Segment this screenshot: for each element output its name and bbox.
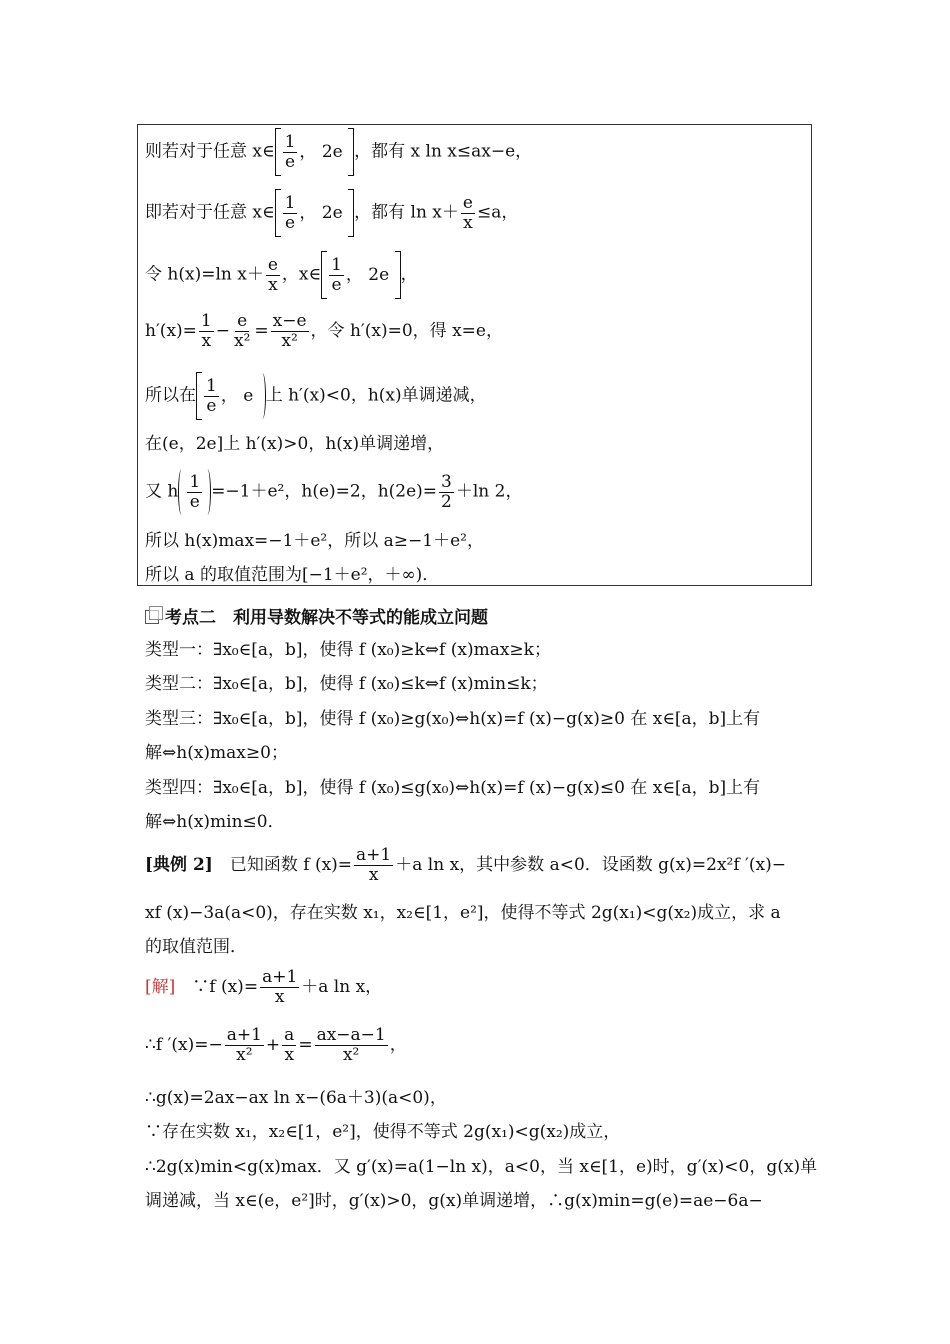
solution-line-5: ∴2g(x)min<g(x)max．又 g′(x)=a(1−ln x)，a<0，当 x∈[1，e)时，g′(x)<0，g(x)单 <box>145 1157 818 1177</box>
solution-line-2: ∴f ′(x)=− $\frac{a+1}{\text{x²}}$ + $\frac{a}{x}$ = $\frac{ax-a-1}{\text{x²}}$ ， <box>145 1025 407 1065</box>
type-3-line-2: 解⇔h(x)max≥0； <box>145 743 288 763</box>
example-line-3: 的取值范围． <box>145 937 247 957</box>
closed-interval: $\frac{1}{e}$ ， 2e <box>275 189 355 237</box>
box-line-9: 所以 a 的取值范围为[−1＋e²，＋∞)． <box>145 565 440 585</box>
closed-interval: $\frac{1}{e}$ ， 2e <box>275 128 355 176</box>
type-4-line-2: 解⇔h(x)min≤0． <box>145 812 285 832</box>
box-line-1: 则若对于任意 x∈ $\frac{1}{e}$ ， 2e ，都有 x ln x≤ax−e， <box>145 128 532 176</box>
example-line-2: xf (x)−3a(a<0)，存在实数 x₁，x₂∈[1，e²]，使得不等式 2g(x₁)<g(x₂)成立，求 a <box>145 903 781 923</box>
box-line-7: 又 h $\frac{1}{e}$ =−1＋e²，h(e)=2，h(2e)= $\frac{3}{2}$ ＋ln 2， <box>145 469 522 515</box>
half-open-interval: $\frac{1}{e}$ ， e <box>196 372 266 420</box>
box-line-3: 令 h(x)=ln x＋ $\frac{e}{x}$ ，x∈ $\frac{1}{e}$ ， 2e ， <box>145 251 418 299</box>
type-2: 类型二：∃x₀∈[a，b]，使得 f (x₀)≤k⇔f (x)min≤k； <box>145 674 548 694</box>
example-line-1: [典例 2] 已知函数 f (x)= $\frac{a+1}{x}$ ＋a ln x，其中参数 a<0．设函数 g(x)=2x²f ′(x)− <box>145 845 787 885</box>
solution-line-4: ∵存在实数 x₁，x₂∈[1，e²]，使得不等式 2g(x₁)<g(x₂)成立， <box>145 1122 621 1142</box>
fraction: $\frac{1}{e}$ <box>284 131 296 172</box>
box-line-5: 所以在 $\frac{1}{e}$ ， e 上 h′(x)<0，h(x)单调递减， <box>145 372 487 420</box>
solution-tag: [解] <box>145 977 176 997</box>
type-3-line-1: 类型三：∃x₀∈[a，b]，使得 f (x₀)≥g(x₀)⇔h(x)=f (x)−g(x)≥0 在 x∈[a，b]上有 <box>145 709 761 729</box>
type-4-line-1: 类型四：∃x₀∈[a，b]，使得 f (x₀)≤g(x₀)⇔h(x)=f (x)−g(x)≤0 在 x∈[a，b]上有 <box>145 778 761 798</box>
solution-line-1: [解] ∵f (x)= $\frac{a+1}{x}$ ＋a ln x， <box>145 967 383 1007</box>
solution-line-6: 调递减，当 x∈(e，e²]时，g′(x)>0，g(x)单调递增，∴g(x)min=g(e)=ae−6a− <box>145 1191 763 1211</box>
solution-line-3: ∴g(x)=2ax−ax ln x−(6a＋3)(a<0)， <box>145 1088 447 1108</box>
box-line-6: 在(e，2e]上 h′(x)>0，h(x)单调递增， <box>145 434 445 454</box>
example-tag: [典例 2] <box>145 855 213 875</box>
box-line-2: 即若对于任意 x∈ $\frac{1}{e}$ ， 2e ，都有 ln x＋ $\frac{e}{x}$ ≤a， <box>145 189 518 237</box>
box-line-4: h′(x)= $\frac{1}{x}$ − $\frac{e}{\text{x²}}$ = $\frac{x-e}{\text{x²}}$ ，令 h′(x)=0，得 x=e， <box>145 311 503 351</box>
section-icon <box>145 610 159 624</box>
box-line-8: 所以 h(x)max=−1＋e²，所以 a≥−1＋e²， <box>145 531 484 551</box>
type-1: 类型一：∃x₀∈[a，b]，使得 f (x₀)≥k⇔f (x)max≥k； <box>145 640 551 660</box>
fraction: $\frac{e}{x}$ <box>462 192 473 233</box>
section-heading: 考点二 利用导数解决不等式的能成立问题 <box>145 603 488 628</box>
